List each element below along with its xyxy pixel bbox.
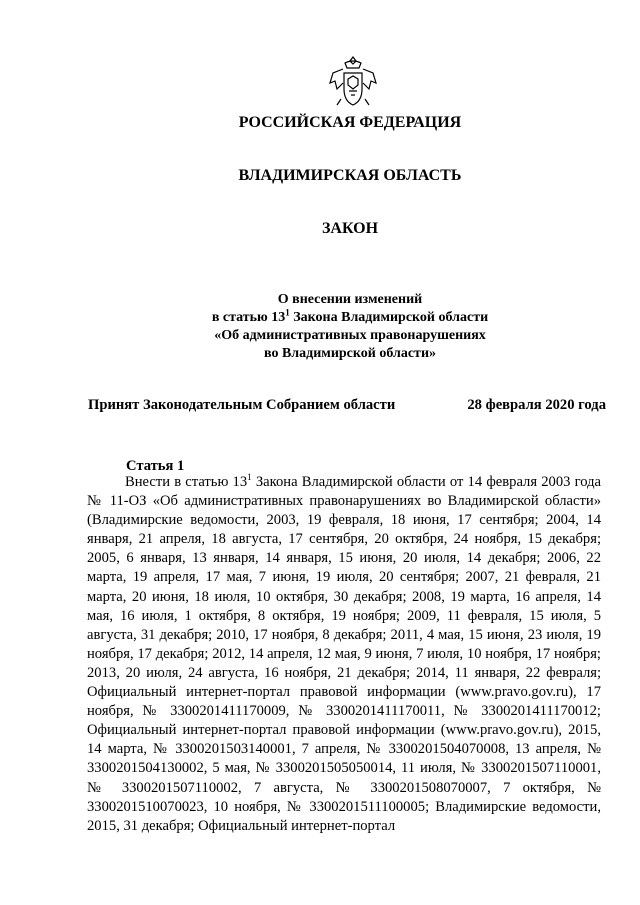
adoption-date: 28 февраля 2020 года bbox=[467, 397, 606, 413]
article-body bbox=[87, 473, 601, 836]
region-heading: ВЛАДИМИРСКАЯ ОБЛАСТЬ bbox=[238, 167, 462, 184]
law-title-line-2 bbox=[0, 309, 640, 327]
law-title-line-2-end: Закона Владимирской области bbox=[289, 310, 489, 325]
coat-of-arms-icon bbox=[329, 55, 377, 111]
article-heading: Статья 1 bbox=[126, 458, 185, 474]
document-type-heading: ЗАКОН bbox=[321, 220, 379, 237]
law-title bbox=[0, 291, 640, 363]
article-text-start: Внести в статью 13 bbox=[125, 474, 248, 490]
article-superscript: 1 bbox=[285, 307, 290, 318]
article-text-superscript: 1 bbox=[247, 472, 252, 483]
country-heading: РОССИЙСКАЯ ФЕДЕРАЦИЯ bbox=[238, 114, 462, 131]
law-title-line-2-start: в статью 13 bbox=[211, 310, 286, 325]
adoption-body: Принят Законодательным Собранием области bbox=[88, 397, 396, 413]
law-title-line-1: О внесении изменений bbox=[277, 292, 423, 307]
law-title-line-3: «Об административных правонарушениях bbox=[214, 328, 486, 343]
adoption-line bbox=[88, 397, 606, 414]
law-title-line-4: во Владимирской области» bbox=[263, 346, 437, 361]
article-paragraph bbox=[87, 473, 601, 836]
article-text-rest: Закона Владимирской области от 14 февраля 2003 года № 11-ОЗ «Об административных правонарушениях во Владимирской области» (Владимирские ведомости, 2003, 19 февраля, 18 июня, 17 сентября; 2004, 14 января, 21 апреля, 18 августа, 17 сентября, 20 октября, 24 ноября, 15 декабря; 2005, 6 января, 13 января, 14 января, 15 июня, 20 июля, 14 декабря; 2006, 22 марта, 19 апреля, 17 мая, 7 июня, 19 июля, 20 сентября; 2007, 21 февраля, 21 марта, 20 июня, 18 июля, 10 октября, 30 декабря; 2008, 19 марта, 16 апреля, 14 мая, 16 июля, 1 октября, 8 октября, 19 ноября; 2009, 11 февраля, 15 июля, 5 августа, 31 декабря; 2010, 17 ноября, 8 декабря; 2011, 4 мая, 15 июня, 23 июля, 19 ноября, 17 декабря; 2012, 14 апреля, 12 мая, 9 июня, 7 июля, 10 ноября, 17 ноября; 2013, 20 июля, 24 августа, 16 ноября, 21 декабря; 2014, 11 января, 22 февраля; Официальный интернет-портал правовой информации (www.pravo.gov.ru), 17 ноября, № 3300201411170009, № 3300201411170011, № 3300201411170012; Официальный интернет-портал правовой информации (www.pravo.gov.ru), 2015, 14 марта, № 3300201503140001, 7 апреля, № 3300201504070008, 13 апреля, № 3300201504130002, 5 мая, № 3300201505050014, 11 июля, № 3300201507110001, № 3300201507110002, 7 августа, № 3300201508070007, 7 октября, № 3300201510070023, 10 ноября, № 3300201511100005; Владимирские ведомости, 2015, 31 декабря; Официальный интернет-портал bbox=[87, 474, 601, 834]
